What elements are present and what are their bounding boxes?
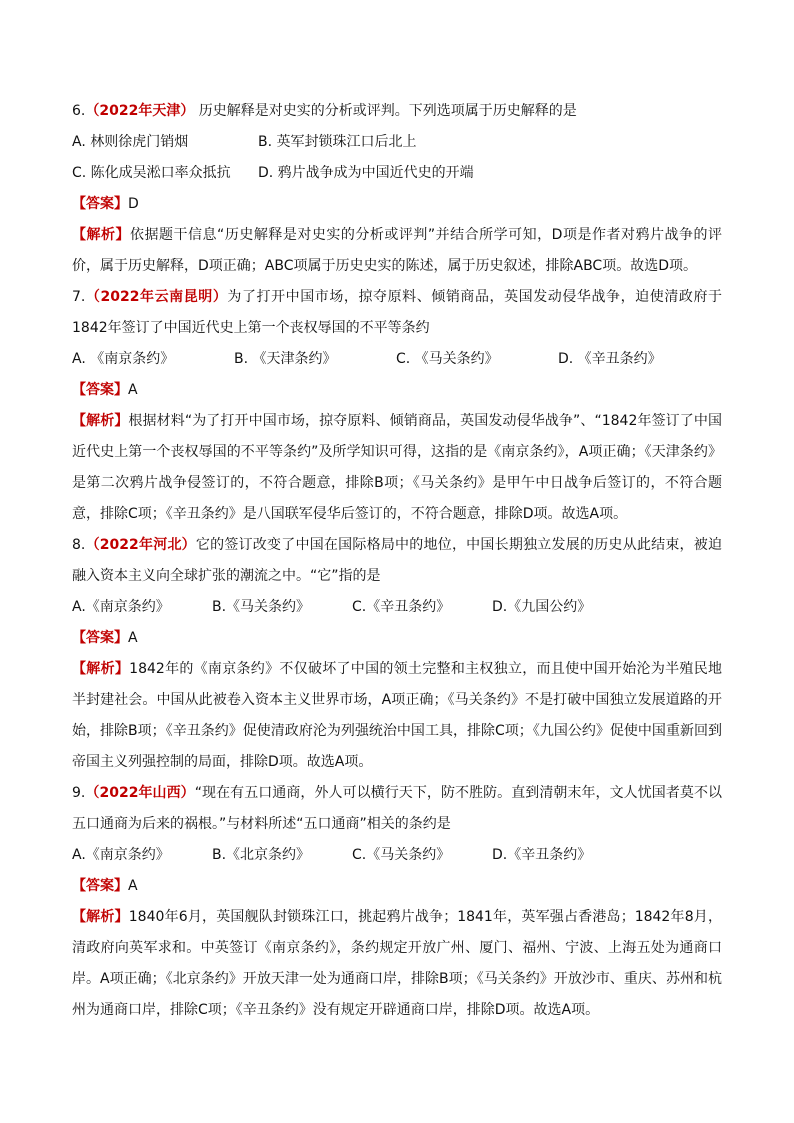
- option-a: A. 《南京条约》: [72, 351, 175, 367]
- question-source: （2022年河北）: [85, 537, 196, 553]
- question-9: [72, 778, 722, 1026]
- question-source: （2022年云南昆明）: [85, 289, 228, 305]
- answer-line: [72, 375, 722, 406]
- analysis-text: 1840年6月，英国舰队封锁珠江口，挑起鸦片战争；1841年，英军强占香港岛；1842年8月，清政府向英军求和。中英签订《南京条约》，条约规定开放广州、厦门、福州、宁波、上海五处为通商口岸。A项正确；《北京条约》开放天津一处为通商口岸，排除B项；《马关条约》开放沙市、重庆、苏州和杭州为通商口岸，排除C项；《辛丑条约》没有规定开辟通商口岸，排除D项。故选A项。: [72, 909, 722, 1018]
- question-page: [72, 96, 722, 1026]
- answer-value: D: [128, 196, 139, 212]
- analysis-paragraph: [72, 220, 722, 282]
- option-d: D.《辛丑条约》: [492, 847, 592, 863]
- question-text: 它的签订改变了中国在国际格局中的地位，中国长期独立发展的历史从此结束，被迫融入资本主义向全球扩张的潮流之中。“它”指的是: [72, 537, 723, 584]
- answer-label: 【答案】: [72, 196, 128, 212]
- analysis-label: 【解析】: [72, 413, 129, 429]
- option-c: C.《辛丑条约》: [352, 599, 451, 615]
- analysis-label: 【解析】: [72, 661, 130, 677]
- option-c: C. 陈化成吴淞口率众抵抗: [72, 165, 231, 181]
- answer-value: A: [128, 878, 138, 894]
- options-row: [72, 592, 722, 623]
- question-text: 为了打开中国市场，掠夺原料、倾销商品，英国发动侵华战争，迫使清政府于1842年签订了中国近代史上第一个丧权辱国的不平等条约: [72, 289, 723, 336]
- option-b: B. 《天津条约》: [234, 351, 337, 367]
- answer-line: [72, 623, 722, 654]
- analysis-label: 【解析】: [72, 909, 129, 925]
- question-source: （2022年山西）: [85, 785, 195, 801]
- question-6: [72, 96, 722, 282]
- option-a: A.《南京条约》: [72, 847, 170, 863]
- option-a: A. 林则徐虎门销烟: [72, 134, 189, 150]
- options-row: [72, 344, 722, 375]
- question-text: 历史解释是对史实的分析或评判。下列选项属于历史解释的是: [194, 103, 577, 119]
- question-number: 6.: [72, 103, 86, 119]
- option-a: A.《南京条约》: [72, 599, 170, 615]
- analysis-text: 依据题干信息“历史解释是对史实的分析或评判”并结合所学可知，D项是作者对鸦片战争的评价，属于历史解释，D项正确；ABC项属于历史史实的陈述，属于历史叙述，排除ABC项。故选D项。: [72, 227, 723, 274]
- question-stem: [72, 282, 722, 344]
- option-b: B.《北京条约》: [212, 847, 311, 863]
- option-d: D.《九国公约》: [492, 599, 592, 615]
- answer-line: [72, 189, 722, 220]
- question-stem: [72, 530, 722, 592]
- option-b: B. 英军封锁珠江口后北上: [258, 134, 417, 150]
- analysis-label: 【解析】: [72, 227, 131, 243]
- question-stem: [72, 96, 722, 127]
- answer-line: [72, 871, 722, 902]
- option-b: B.《马关条约》: [212, 599, 311, 615]
- question-text: “现在有五口通商，外人可以横行天下，防不胜防。直到清朝末年，文人忧国者莫不以五口通商为后来的祸根。”与材料所述“五口通商”相关的条约是: [72, 785, 722, 832]
- analysis-text: 根据材料“为了打开中国市场，掠夺原料、倾销商品，英国发动侵华战争”、“1842年签订了中国近代史上第一个丧权辱国的不平等条约”及所学知识可得，这指的是《南京条约》，A项正确；《天津条约》是第二次鸦片战争侵签订的，不符合题意，排除B项；《马关条约》是甲午中日战争后签订的，不符合题意，排除C项；《辛丑条约》是八国联军侵华后签订的，不符合题意，排除D项。故选A项。: [72, 413, 722, 522]
- answer-value: A: [128, 630, 138, 646]
- option-c: C.《马关条约》: [352, 847, 451, 863]
- question-number: 8.: [72, 537, 86, 553]
- options-row: [72, 840, 722, 871]
- option-c: C. 《马关条约》: [396, 351, 499, 367]
- options-row-1: [72, 127, 722, 158]
- analysis-paragraph: [72, 902, 722, 1026]
- question-8: [72, 530, 722, 778]
- answer-label: 【答案】: [72, 878, 128, 894]
- answer-label: 【答案】: [72, 630, 128, 646]
- answer-value: A: [128, 382, 138, 398]
- analysis-text: 1842年的《南京条约》不仅破坏了中国的领土完整和主权独立，而且使中国开始沦为半殖民地半封建社会。中国从此被卷入资本主义世界市场，A项正确；《马关条约》不是打破中国独立发展道路的开始，排除B项；《辛丑条约》促使清政府沦为列强统治中国工具，排除C项；《九国公约》促使中国重新回到帝国主义列强控制的局面，排除D项。故选A项。: [72, 661, 722, 770]
- question-number: 9.: [72, 785, 86, 801]
- option-d: D. 鸦片战争成为中国近代史的开端: [258, 165, 474, 181]
- option-d: D. 《辛丑条约》: [558, 351, 662, 367]
- question-7: [72, 282, 722, 530]
- question-stem: [72, 778, 722, 840]
- question-number: 7.: [72, 289, 86, 305]
- answer-label: 【答案】: [72, 382, 128, 398]
- question-source: （2022年天津）: [85, 103, 195, 119]
- analysis-paragraph: [72, 406, 722, 530]
- options-row-2: [72, 158, 722, 189]
- analysis-paragraph: [72, 654, 722, 778]
